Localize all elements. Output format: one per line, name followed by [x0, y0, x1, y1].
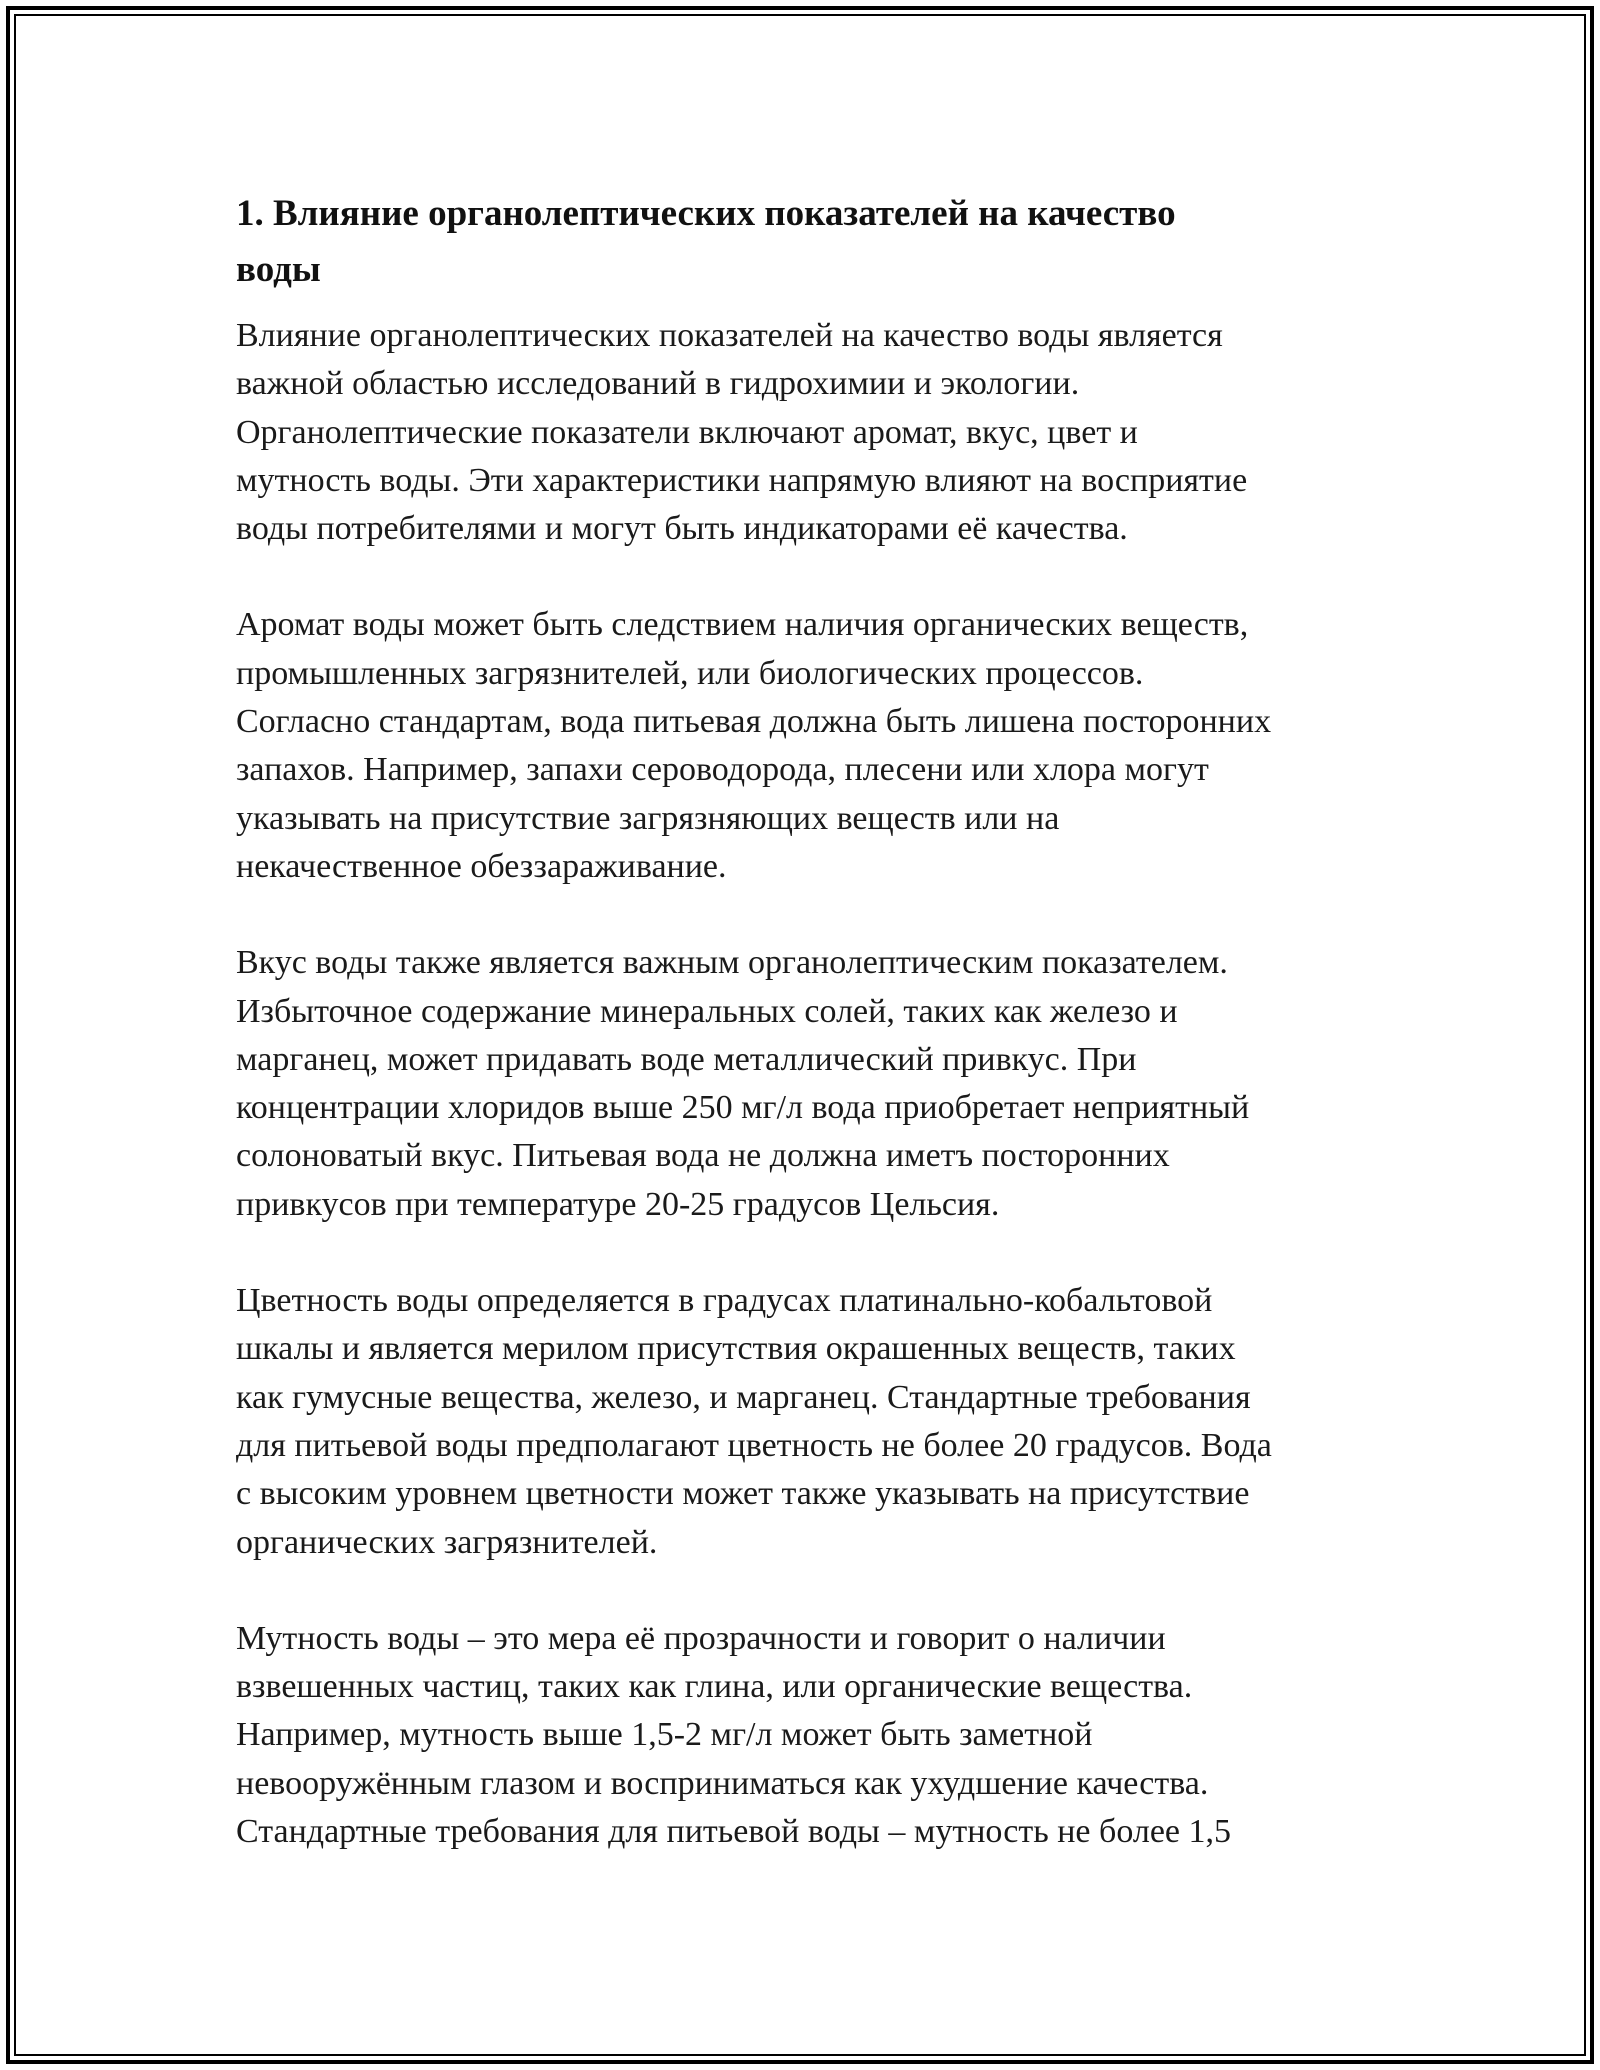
text-line: для питьевой воды предполагают цветность не более 20 градусов. Вода	[236, 1426, 1272, 1464]
text-line: Избыточное содержание минеральных солей, таких как железо и	[236, 992, 1178, 1030]
text-line: органических загрязнителей.	[236, 1523, 658, 1561]
text-line: невооружённым глазом и восприниматься как ухудшение качества.	[236, 1764, 1209, 1802]
text-line: воды потребителями и могут быть индикаторами её качества.	[236, 510, 1128, 548]
text-line: Аромат воды может быть следствием наличия органических веществ,	[236, 606, 1249, 644]
text-line: как гумусные вещества, железо, и марганец. Стандартные требования	[236, 1378, 1251, 1416]
text-line: Например, мутность выше 1,5-2 мг/л может быть заметной	[236, 1716, 1093, 1754]
paragraph-taste	[236, 939, 1366, 1229]
text-line: взвешенных частиц, таких как глина, или органические вещества.	[236, 1668, 1193, 1706]
text-line: важной областью исследований в гидрохимии и экологии.	[236, 365, 1080, 403]
text-line: Согласно стандартам, вода питьевая должна быть лишена посторонних	[236, 703, 1272, 741]
text-line: привкусов при температуре 20-25 градусов Цельсия.	[236, 1185, 1000, 1223]
paragraph-color	[236, 1277, 1366, 1567]
text-line: промышленных загрязнителей, или биологических процессов.	[236, 654, 1144, 692]
paragraph-turbidity	[236, 1615, 1366, 1856]
heading-line: воды	[236, 249, 321, 290]
text-line: с высоким уровнем цветности может также указывать на присутствие	[236, 1475, 1250, 1513]
text-line: Вкус воды также является важным органолептическим показателем.	[236, 944, 1228, 982]
text-line: солоноватый вкус. Питьевая вода не должна иметъ посторонних	[236, 1137, 1170, 1175]
paragraph-intro	[236, 312, 1366, 553]
text-line: указывать на присутствие загрязняющих веществ или на	[236, 799, 1060, 837]
text-line: Органолептические показатели включают аромат, вкус, цвет и	[236, 413, 1138, 451]
section-heading	[236, 186, 1366, 298]
text-line: Стандартные требования для питьевой воды – мутность не более 1,5	[236, 1813, 1232, 1851]
paragraph-aroma	[236, 601, 1366, 891]
text-line: Цветность воды определяется в градусах платинально-кобальтовой	[236, 1282, 1213, 1320]
text-line: Влияние органолептических показателей на качество воды является	[236, 317, 1223, 354]
document-body	[236, 186, 1366, 1904]
text-line: некачественное обеззараживание.	[236, 847, 727, 885]
text-line: концентрации хлоридов выше 250 мг/л вода приобретает неприятный	[236, 1089, 1250, 1127]
text-line: запахов. Например, запахи сероводорода, плесени или хлора могут	[236, 751, 1209, 789]
text-line: шкалы и является мерилом присутствия окрашенных веществ, таких	[236, 1330, 1236, 1368]
heading-line: 1. Влияние органолептических показателей на качество	[236, 193, 1176, 234]
text-line: Мутность воды – это мера её прозрачности и говорит о наличии	[236, 1619, 1166, 1657]
text-line: мутность воды. Эти характеристики напрямую влияют на восприятие	[236, 461, 1248, 499]
text-line: марганец, может придавать воде металлический привкус. При	[236, 1040, 1137, 1078]
